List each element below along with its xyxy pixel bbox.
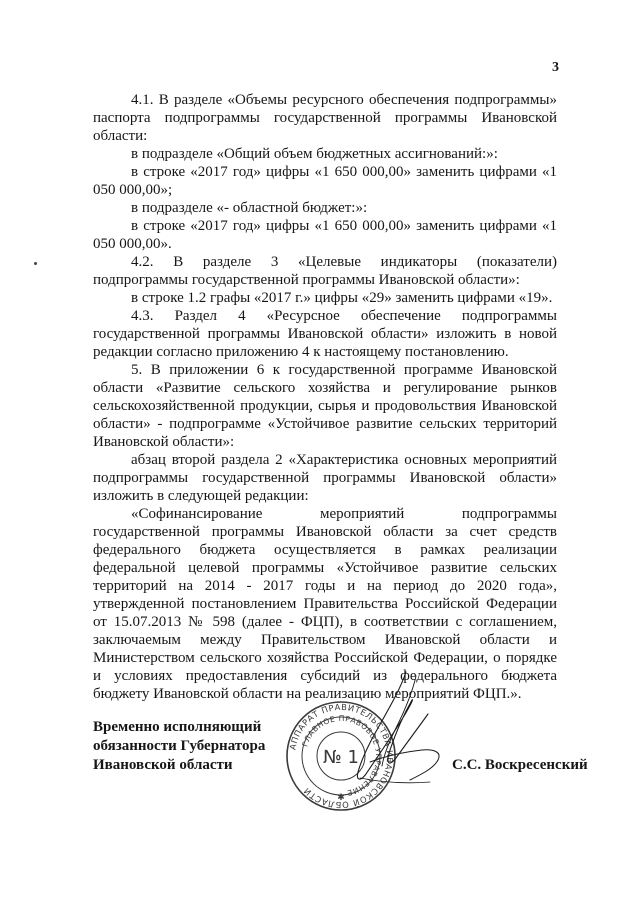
star-icon: ✱ <box>337 793 345 803</box>
paragraph-row-1-2: в строке 1.2 графы «2017 г.» цифры «29» заменить цифрами «19». <box>131 290 553 306</box>
signature-title <box>93 718 273 775</box>
paragraph-total-subsection: в подразделе «Общий объем бюджетных ассигнований:»: <box>131 146 498 162</box>
stamp-inner-text: ГЛАВНОЕ ПРАВОВОЕ УПРАВЛЕНИЕ <box>300 713 384 798</box>
paragraph-regional-row-2017: в строке «2017 год» цифры «1 650 000,00» заменить цифрами «1 050 000,00». <box>93 218 557 252</box>
signature-title-line: Ивановской области <box>93 757 233 773</box>
paragraph-4-2: 4.2. В разделе 3 «Целевые индикаторы (показатели) подпрограммы государственной программы Ивановской области»: <box>93 254 557 288</box>
page-number: 3 <box>552 60 559 75</box>
paragraph-total-row-2017: в строке «2017 год» цифры «1 650 000,00» заменить цифрами «1 050 000,00»; <box>93 164 557 198</box>
paragraph-4-3: 4.3. Раздел 4 «Ресурсное обеспечение подпрограммы государственной программы Ивановской области» изложить в новой редакции согласно приложению 4 к настоящему постановлению. <box>93 308 557 360</box>
signature-title-line: Временно исполняющий <box>93 719 262 735</box>
signer-name: С.С. Воскресенский <box>452 757 588 773</box>
paragraph-regional-subsection: в подразделе «- областной бюджет:»: <box>131 200 368 216</box>
stamp-outer-text: АППАРАТ ПРАВИТЕЛЬСТВА ИВАНОВСКОЙ ОБЛАСТИ <box>287 701 396 811</box>
handwritten-signature <box>330 670 470 800</box>
stamp-number: № 1 <box>323 747 359 768</box>
paragraph-5: 5. В приложении 6 к государственной программе Ивановской области «Развитие сельского хозяйства и регулирование рынков сельскохозяйственной продукции, сырья и продовольствия Ивановской области» - подпрограмме «Устойчивое развитие сельских территорий Ивановской области»: <box>93 362 557 450</box>
paragraph-abzac-2: абзац второй раздела 2 «Характеристика основных мероприятий подпрограммы государственной программы Ивановской области» изложить в следующей редакции: <box>93 452 557 504</box>
signature-title-line: обязанности Губернатора <box>93 738 266 754</box>
paragraph-4-1: 4.1. В разделе «Объемы ресурсного обеспечения подпрограммы» паспорта подпрограммы государственной программы Ивановской области: <box>93 92 557 144</box>
document-body <box>93 91 557 703</box>
paragraph-new-edition: «Софинансирование мероприятий подпрограммы государственной программы Ивановской области за счет средств федерального бюджета осуществляется в рамках реализации федеральной целевой программы «Устойчивое развитие сельских территорий на 2014 - 2017 годы и на период до 2020 года», утвержденной постановлением Правительства Российской Федерации от 15.07.2013 № 598 (далее - ФЦП), в соответствии с соглашением, заключаемым между Правительством Ивановской области и Министерством сельского хозяйства Российской Федерации, о порядке и условиях предоставления субсидий из федерального бюджета бюджету Ивановской области на реализацию мероприятий ФЦП.». <box>93 506 557 702</box>
margin-dot <box>34 262 37 265</box>
